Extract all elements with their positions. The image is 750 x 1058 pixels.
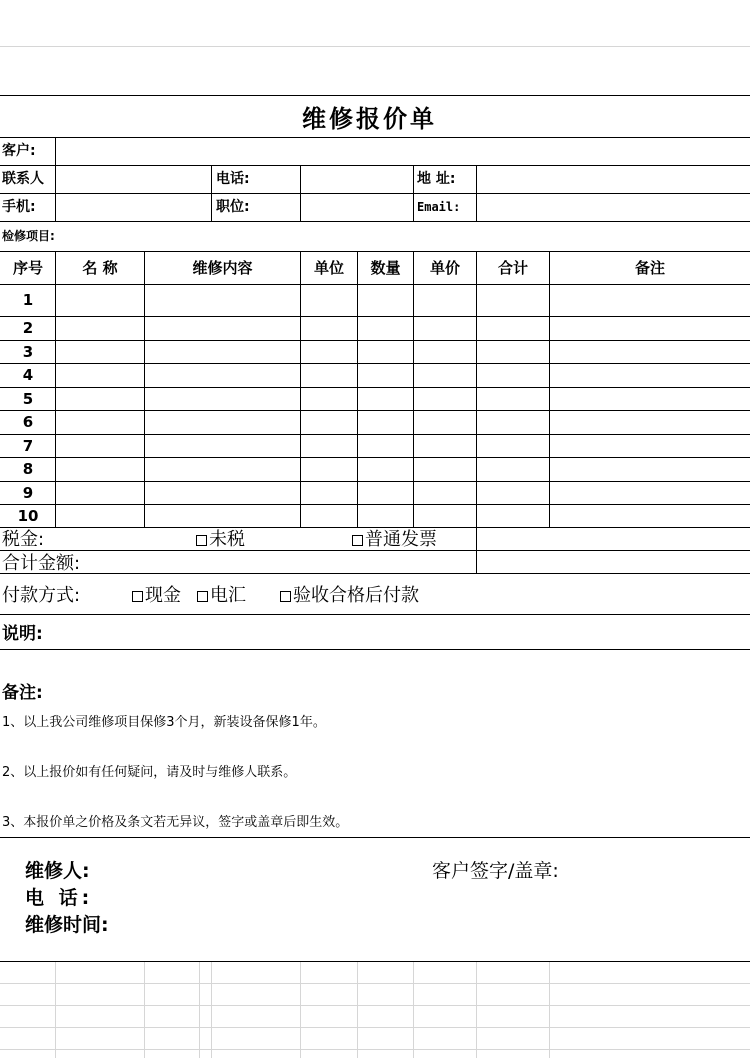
contact-label: 联系人: [2, 171, 44, 187]
col-header-remark: 备注: [634, 259, 665, 277]
mobile-field[interactable]: [56, 194, 211, 221]
checkbox-icon: [280, 591, 291, 602]
customer-signature-label: 客户签字/盖章:: [432, 860, 559, 882]
table-row: 3: [22, 343, 34, 361]
note-item: 3、本报价单之价格及条文若无异议，签字或盖章后即生效。: [2, 815, 349, 830]
table-row: 5: [22, 390, 34, 408]
repairer-label: 维修人:: [25, 860, 90, 882]
col-header-quantity: 数量: [370, 259, 401, 277]
table-row: 4: [22, 366, 34, 384]
payment-label: 付款方式:: [2, 585, 81, 606]
tax-label: 税金:: [2, 529, 45, 550]
email-label: Email:: [417, 200, 461, 214]
total-amount-label: 合计金额:: [2, 553, 81, 574]
customer-label: 客户:: [2, 143, 36, 159]
page-title: 维修报价单: [302, 104, 437, 133]
col-header-total: 合计: [497, 259, 528, 277]
address-field[interactable]: [477, 166, 750, 193]
col-header-unit-price: 单价: [429, 259, 460, 277]
tax-option-invoice[interactable]: 普通发票: [352, 531, 437, 549]
tax-option-untaxed[interactable]: 未税: [196, 531, 245, 549]
table-row: 10: [17, 507, 39, 525]
payment-option-after-acceptance[interactable]: 验收合格后付款: [280, 587, 419, 605]
address-label: 地 址:: [417, 171, 456, 187]
table-row: 7: [22, 437, 34, 455]
repairer-phone-label: 电 话:: [25, 887, 94, 909]
checkbox-icon: [196, 535, 207, 546]
table-row: 9: [22, 484, 34, 502]
position-field[interactable]: [301, 194, 413, 221]
col-header-unit: 单位: [313, 259, 344, 277]
table-row: 1: [22, 291, 34, 309]
items-section-label: 检修项目:: [2, 229, 55, 243]
contact-field[interactable]: [56, 166, 211, 193]
phone-label: 电话:: [216, 171, 250, 187]
checkbox-icon: [197, 591, 208, 602]
checkbox-icon: [352, 535, 363, 546]
notes-label: 备注:: [2, 683, 43, 703]
total-amount-field[interactable]: [477, 551, 750, 573]
checkbox-icon: [132, 591, 143, 602]
position-label: 职位:: [216, 199, 250, 215]
table-row: 8: [22, 460, 34, 478]
explanation-label: 说明:: [2, 624, 43, 644]
table-row: 6: [22, 413, 34, 431]
col-header-content: 维修内容: [192, 259, 253, 277]
repair-time-label: 维修时间:: [25, 914, 109, 936]
email-field[interactable]: [477, 194, 750, 221]
col-header-name: 名 称: [82, 259, 118, 277]
phone-field[interactable]: [301, 166, 413, 193]
payment-option-cash[interactable]: 现金: [132, 587, 181, 605]
payment-option-wire[interactable]: 电汇: [197, 587, 246, 605]
note-item: 1、以上我公司维修项目保修3个月，新装设备保修1年。: [2, 715, 326, 730]
customer-field[interactable]: [56, 138, 750, 165]
col-header-index: 序号: [12, 259, 43, 277]
table-row: 2: [22, 319, 34, 337]
mobile-label: 手机:: [2, 199, 36, 215]
note-item: 2、以上报价如有任何疑问，请及时与维修人联系。: [2, 765, 297, 780]
